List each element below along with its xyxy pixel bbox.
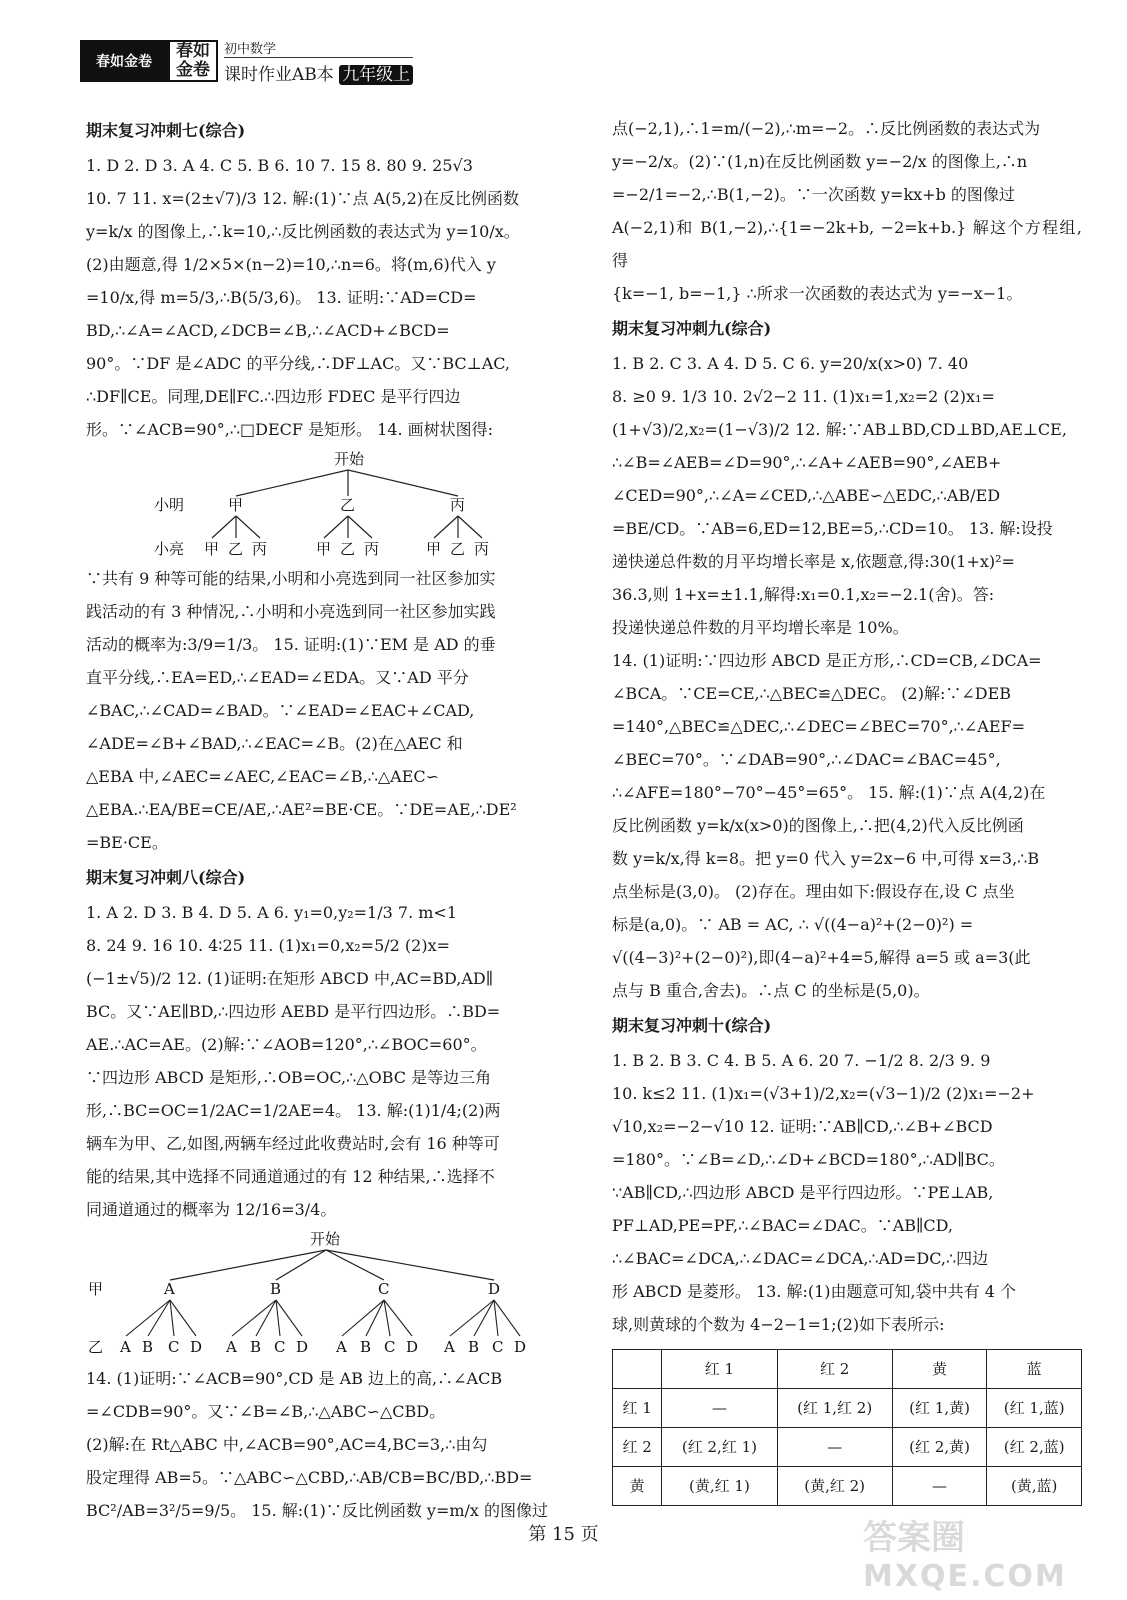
tree-leaf: C xyxy=(384,1338,396,1356)
tree-leaf: 乙 xyxy=(450,540,466,558)
tree-node: A xyxy=(164,1280,175,1298)
answer-line: ∴∠AFE=180°−70°−45°=65°。 15. 解:(1)∵点 A(4,2)在 xyxy=(612,783,1046,802)
table-header-row xyxy=(613,1350,1082,1389)
answer-line: ∠BAC,∴∠CAD=∠BAD。∵∠EAD=∠EAC+∠CAD, xyxy=(86,701,475,720)
tree-node: D xyxy=(488,1280,501,1298)
table-cell: 红 2 xyxy=(613,1428,662,1467)
answer-line: 递快递总件数的月平均增长率是 x,依题意,得:30(1+x)²= xyxy=(612,552,1015,571)
table-cell: — xyxy=(777,1428,892,1467)
tree-leaf: C xyxy=(274,1338,286,1356)
table-cell: — xyxy=(892,1467,987,1506)
answer-line: =BE·CE。 xyxy=(86,833,168,852)
answer-line: 14. (1)证明:∵∠ACB=90°,CD 是 AB 边上的高,∴∠ACB xyxy=(86,1369,503,1388)
tree-leaf: B xyxy=(142,1338,154,1356)
table-cell: (黄,蓝) xyxy=(987,1467,1082,1506)
answer-line: 股定理得 AB=5。∵△ABC∽△CBD,∴AB/CB=BC/BD,∴BD= xyxy=(86,1468,533,1487)
answer-line: 直平分线,∴EA=ED,∴∠EAD=∠EDA。又∵AD 平分 xyxy=(86,668,469,687)
outcome-table xyxy=(612,1349,1082,1506)
answer-line: BC。又∵AE∥BD,∴四边形 AEBD 是平行四边形。∴BD= xyxy=(86,1002,501,1021)
table-cell: 红 1 xyxy=(613,1389,662,1428)
page-number: 第 15 页 xyxy=(528,1524,599,1545)
answer-line: AE.∴AC=AE。(2)解:∵∠AOB=120°,∴∠BOC=60°。 xyxy=(86,1035,487,1054)
tree-leaf: C xyxy=(492,1338,504,1356)
tree-leaf: A xyxy=(444,1338,455,1356)
answer-line: =140°,△BEC≌△DEC,∴∠DEC=∠BEC=70°,∴∠AEF= xyxy=(612,717,1025,736)
logo-text: 春如金卷 xyxy=(96,54,152,70)
tree-node: 丙 xyxy=(450,496,466,514)
series-line xyxy=(224,57,413,85)
answer-line: 1. B 2. B 3. C 4. B 5. A 6. 20 7. −1/2 8. 2/3 9. 9 xyxy=(612,1051,991,1070)
answer-line: ∠BCA。∵CE=CE,∴△BEC≌△DEC。 (2)解:∵∠DEB xyxy=(612,684,1012,703)
answer-line: 辆车为甲、乙,如图,两辆车经过此收费站时,会有 16 种等可 xyxy=(86,1134,500,1153)
tree-node: 甲 xyxy=(228,496,244,514)
watermark-bottom: MXQE.COM xyxy=(863,1559,1067,1594)
answer-line: ∵共有 9 种等可能的结果,小明和小亮选到同一社区参加实 xyxy=(86,569,496,588)
answer-line: 球,则黄球的个数为 4−2−1=1;(2)如下表所示: xyxy=(612,1315,945,1334)
brand-mark xyxy=(168,40,218,82)
table-header-cell: 蓝 xyxy=(987,1350,1082,1389)
tree-row-label: 乙 xyxy=(88,1338,104,1356)
answer-line: 践活动的有 3 种情况,∴小明和小亮选到同一社区参加实践 xyxy=(86,602,496,621)
right-column xyxy=(612,112,1082,1506)
answer-line: =180°。∵∠B=∠D,∴∠D+∠BCD=180°,∴AD∥BC。 xyxy=(612,1150,1005,1169)
answer-line: √((4−3)²+(2−0)²),即(4−a)²+4=5,解得 a=5 或 a=3(此 xyxy=(612,948,1031,967)
tree-leaf: D xyxy=(190,1338,203,1356)
table-cell: (红 2,黄) xyxy=(892,1428,987,1467)
table-row xyxy=(613,1389,1082,1428)
tree-leaf: D xyxy=(406,1338,419,1356)
section-title-10: 期末复习冲刺十(综合) xyxy=(612,1016,772,1035)
answer-line: 90°。∵DF 是∠ADC 的平分线,∴DF⊥AC。又∵BC⊥AC, xyxy=(86,354,511,373)
left-column xyxy=(86,112,556,1527)
answer-line: 活动的概率为:3/9=1/3。 15. 证明:(1)∵EM 是 AD 的垂 xyxy=(86,635,496,654)
table-header-cell: 红 1 xyxy=(662,1350,777,1389)
brand-bottom: 金卷 xyxy=(176,60,210,80)
table-cell: (黄,红 2) xyxy=(777,1467,892,1506)
table-header-cell: 红 2 xyxy=(777,1350,892,1389)
answer-line: 数 y=k/x,得 k=8。把 y=0 代入 y=2x−6 中,可得 x=3,∴B xyxy=(612,849,1040,868)
table-cell: 黄 xyxy=(613,1467,662,1506)
table-cell: (红 1,黄) xyxy=(892,1389,987,1428)
answer-line: y=−2/x。(2)∵(1,n)在反比例函数 y=−2/x 的图像上,∴n xyxy=(612,152,1028,171)
publisher-logo xyxy=(80,40,168,82)
section-title-7: 期末复习冲刺七(综合) xyxy=(86,121,246,140)
subject-label: 初中数学 xyxy=(224,41,277,57)
table-cell: (红 1,红 2) xyxy=(777,1389,892,1428)
tree-leaf: A xyxy=(336,1338,347,1356)
tree-row-label: 甲 xyxy=(88,1280,104,1298)
answer-line: ∠ADE=∠B+∠BAD,∴∠EAC=∠B。(2)在△AEC 和 xyxy=(86,734,463,753)
book-title: 课时作业AB本 xyxy=(224,64,334,85)
answer-line: (1+√3)/2,x₂=(1−√3)/2 12. 解:∵AB⊥BD,CD⊥BD,AE⊥CE, xyxy=(612,420,1067,439)
tree-start-label: 开始 xyxy=(334,450,365,468)
answer-line: 投递快递总件数的月平均增长率是 10%。 xyxy=(612,618,909,637)
answer-line: △EBA 中,∠AEC=∠AEC,∠EAC=∠B,∴△AEC∽ xyxy=(86,767,440,786)
tree-row-label: 小亮 xyxy=(154,540,185,558)
answer-line: ∵AB∥CD,∴四边形 ABCD 是平行四边形。∵PE⊥AB, xyxy=(612,1183,994,1202)
brand-top: 春如 xyxy=(176,41,210,61)
tree-leaf: 乙 xyxy=(228,540,244,558)
answer-line: 形,∴BC=OC=1/2AC=1/2AE=4。 13. 解:(1)1/4;(2)两 xyxy=(86,1101,501,1120)
answer-line: √10,x₂=−2−√10 12. 证明:∵AB∥CD,∴∠B+∠BCD xyxy=(612,1117,993,1136)
answer-line: ∴∠BAC=∠DCA,∴∠DAC=∠DCA,∴AD=DC,∴四边 xyxy=(612,1249,989,1268)
tree-node: 乙 xyxy=(340,496,356,514)
answer-line: y=k/x 的图像上,∴k=10,∴反比例函数的表达式为 y=10/x。 xyxy=(86,222,520,241)
answer-line: 1. A 2. D 3. B 4. D 5. A 6. y₁=0,y₂=1/3 7. m<1 xyxy=(86,903,457,922)
answer-line: △EBA.∴EA/BE=CE/AE,∴AE²=BE·CE。∵DE=AE,∴DE² xyxy=(86,800,517,819)
tree-leaf: 甲 xyxy=(204,540,220,558)
watermark xyxy=(863,1510,1103,1594)
answer-line: =BE/CD。∵AB=6,ED=12,BE=5,∴CD=10。 13. 解:设投 xyxy=(612,519,1053,538)
answer-line: PF⊥AD,PE=PF,∴∠BAC=∠DAC。∵AB∥CD, xyxy=(612,1216,953,1235)
answer-line: ∴DF∥CE。同理,DE∥FC.∴四边形 FDEC 是平行四边 xyxy=(86,387,461,406)
answer-line: BC²/AB=3²/5=9/5。 15. 解:(1)∵反比例函数 y=m/x 的图像过 xyxy=(86,1501,549,1520)
tree-leaf: B xyxy=(468,1338,480,1356)
table-cell: — xyxy=(662,1389,777,1428)
answer-line: 反比例函数 y=k/x(x>0)的图像上,∴把(4,2)代入反比例函 xyxy=(612,816,1024,835)
answer-line: (2)解:在 Rt△ABC 中,∠ACB=90°,AC=4,BC=3,∴由勾 xyxy=(86,1435,488,1454)
grade-badge: 九年级上 xyxy=(339,65,413,85)
answer-line: 1. B 2. C 3. A 4. D 5. C 6. y=20/x(x>0) 7. 40 xyxy=(612,354,969,373)
tree-leaf: 甲 xyxy=(426,540,442,558)
tree-leaf: D xyxy=(514,1338,527,1356)
answer-line: (−1±√5)/2 12. (1)证明:在矩形 ABCD 中,AC=BD,AD∥ xyxy=(86,969,494,988)
tree-row-label: 小明 xyxy=(154,496,185,514)
answer-line: 8. 24 9. 16 10. 4∶25 11. (1)x₁=0,x₂=5/2 (2)x= xyxy=(86,936,450,955)
table-row xyxy=(613,1467,1082,1506)
answer-line: 1. D 2. D 3. A 4. C 5. B 6. 10 7. 15 8. 80 9. 25√3 xyxy=(86,156,473,175)
section-title-9: 期末复习冲刺九(综合) xyxy=(612,319,772,338)
answer-line: ∠CED=90°,∴∠A=∠CED,∴△ABE∽△EDC,∴AB/ED xyxy=(612,486,1001,505)
answer-line: (2)由题意,得 1/2×5×(n−2)=10,∴n=6。将(m,6)代入 y xyxy=(86,255,496,274)
answer-line: A(−2,1)和 B(1,−2),∴{1=−2k+b, −2=k+b.} 解这个方程组,得 xyxy=(612,218,1082,270)
answer-line: =10/x,得 m=5/3,∴B(5/3,6)。 13. 证明:∵AD=CD= xyxy=(86,288,477,307)
answer-line: 点坐标是(3,0)。 (2)存在。理由如下:假设存在,设 C 点坐 xyxy=(612,882,1015,901)
answer-line: 能的结果,其中选择不同通道通过的有 12 种结果,∴选择不 xyxy=(86,1167,495,1186)
answer-line: 8. ≥0 9. 1/3 10. 2√2−2 11. (1)x₁=1,x₂=2 (2)x₁= xyxy=(612,387,995,406)
tree-leaf: 乙 xyxy=(340,540,356,558)
tree-leaf: 甲 xyxy=(316,540,332,558)
answer-line: 点(−2,1),∴1=m/(−2),∴m=−2。∴反比例函数的表达式为 xyxy=(612,119,1041,138)
table-row xyxy=(613,1428,1082,1467)
answer-line: 点与 B 重合,舍去)。∴点 C 的坐标是(5,0)。 xyxy=(612,981,930,1000)
answer-line: 10. k≤2 11. (1)x₁=(√3+1)/2,x₂=(√3−1)/2 (2)x₁=−2+ xyxy=(612,1084,1035,1103)
answer-line: 14. (1)证明:∵四边形 ABCD 是正方形,∴CD=CB,∠DCA= xyxy=(612,651,1042,670)
tree-leaf: B xyxy=(250,1338,262,1356)
series-info xyxy=(224,40,413,85)
answer-line: 同通道通过的概率为 12/16=3/4。 xyxy=(86,1200,337,1219)
tree-node: C xyxy=(378,1280,390,1298)
section-title-8: 期末复习冲刺八(综合) xyxy=(86,868,246,887)
answer-line: 形。∵∠ACB=90°,∴□DECF 是矩形。 14. 画树状图得: xyxy=(86,420,494,439)
table-header-cell xyxy=(613,1350,662,1389)
tree-leaf: D xyxy=(296,1338,309,1356)
tree-leaf: B xyxy=(360,1338,372,1356)
answer-line: 形 ABCD 是菱形。 13. 解:(1)由题意可知,袋中共有 4 个 xyxy=(612,1282,1016,1301)
answer-line: =∠CDB=90°。又∵∠B=∠B,∴△ABC∽△CBD。 xyxy=(86,1402,446,1421)
tree-diagram-1 xyxy=(86,448,556,558)
tree-leaf: 丙 xyxy=(252,540,268,558)
book-header xyxy=(80,40,413,85)
answer-line: 10. 7 11. x=(2±√7)/3 12. 解:(1)∵点 A(5,2)在反比例函数 xyxy=(86,189,520,208)
table-cell: (红 1,蓝) xyxy=(987,1389,1082,1428)
table-cell: (红 2,蓝) xyxy=(987,1428,1082,1467)
tree-leaf: A xyxy=(120,1338,131,1356)
tree-leaf: 丙 xyxy=(364,540,380,558)
answer-line: {k=−1, b=−1,} ∴所求一次函数的表达式为 y=−x−1。 xyxy=(612,284,1023,303)
answer-line: ∠BEC=70°。∵∠DAB=90°,∴∠DAC=∠BAC=45°, xyxy=(612,750,1001,769)
watermark-top: 答案圈 xyxy=(863,1518,965,1558)
tree-leaf: A xyxy=(226,1338,237,1356)
tree-node: B xyxy=(270,1280,282,1298)
answer-line: BD,∴∠A=∠ACD,∠DCB=∠B,∴∠ACD+∠BCD= xyxy=(86,321,450,340)
tree-leaf: C xyxy=(168,1338,180,1356)
table-header-cell: 黄 xyxy=(892,1350,987,1389)
answer-line: =−2/1=−2,∴B(1,−2)。∵一次函数 y=kx+b 的图像过 xyxy=(612,185,1015,204)
answer-line: ∴∠B=∠AEB=∠D=90°,∴∠A+∠AEB=90°,∠AEB+ xyxy=(612,453,1002,472)
table-cell: (红 2,红 1) xyxy=(662,1428,777,1467)
tree-start-label: 开始 xyxy=(310,1230,341,1248)
answer-line: ∵四边形 ABCD 是矩形,∴OB=OC,∴△OBC 是等边三角 xyxy=(86,1068,492,1087)
answer-line: 标是(a,0)。∵ AB = AC, ∴ √((4−a)²+(2−0)²) = xyxy=(612,915,974,934)
answer-line: 36.3,则 1+x=±1.1,解得:x₁=0.1,x₂=−2.1(舍)。答: xyxy=(612,585,995,604)
tree-diagram-2 xyxy=(86,1228,556,1358)
table-cell: (黄,红 1) xyxy=(662,1467,777,1506)
tree-leaf: 丙 xyxy=(474,540,490,558)
